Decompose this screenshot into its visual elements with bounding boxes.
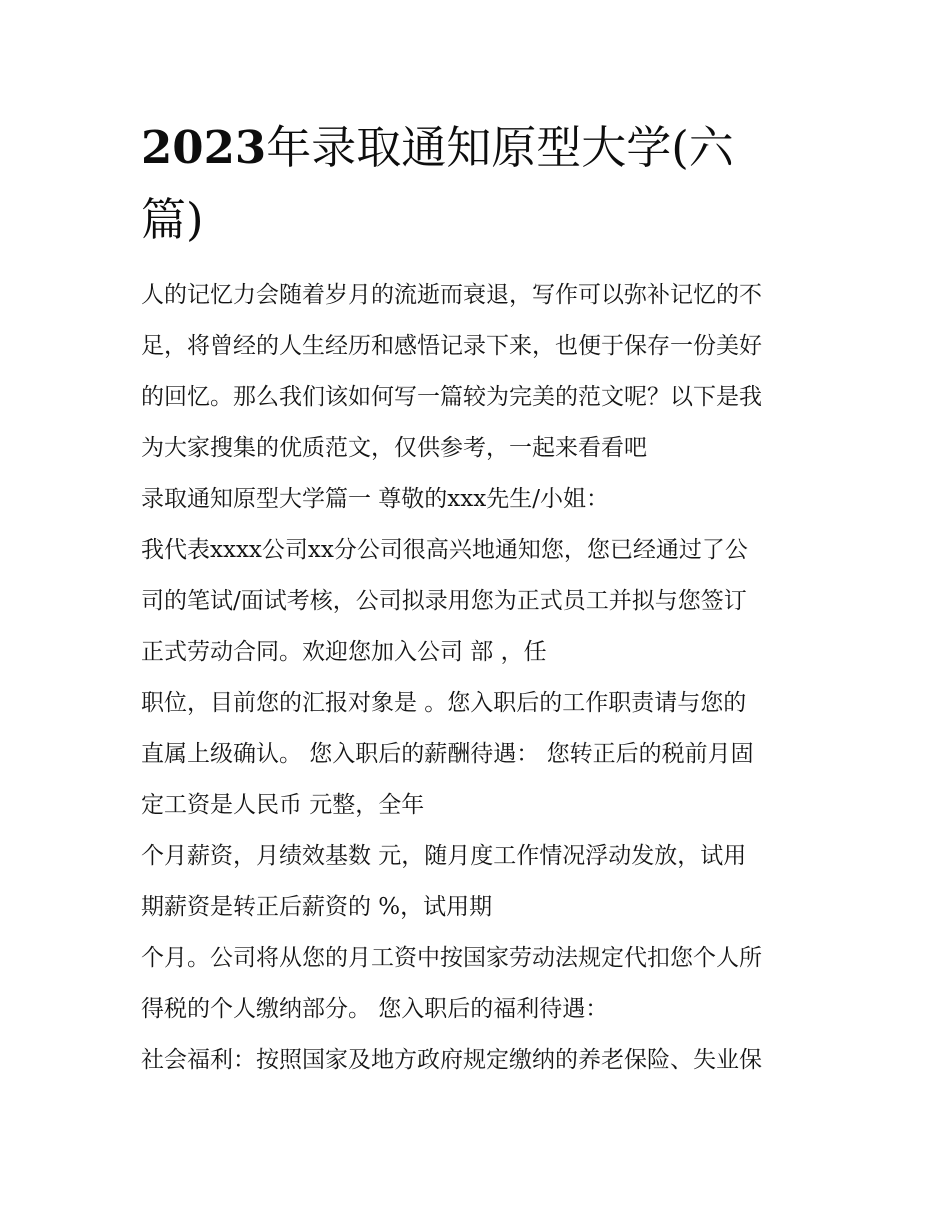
title-text-line1: 年录取通知原型大学(六 xyxy=(266,121,734,174)
document-title xyxy=(141,112,821,256)
body-line: 人的记忆力会随着岁月的流逝而衰退，写作可以弥补记忆的不 xyxy=(141,282,762,308)
body-line: 的回忆。那么我们该如何写一篇较为完美的范文呢？以下是我 xyxy=(141,384,762,410)
body-line: 正式劳动合同。欢迎您加入公司 部 ，任 xyxy=(141,639,547,665)
title-text-line2: 篇) xyxy=(141,193,204,246)
body-line: 足，将曾经的人生经历和感悟记录下来，也便于保存一份美好 xyxy=(141,333,762,359)
body-line: 个月薪资，月绩效基数 元，随月度工作情况浮动发放，试用 xyxy=(141,843,747,869)
body-line: 为大家搜集的优质范文，仅供参考，一起来看看吧 xyxy=(141,435,647,461)
title-year: 2023 xyxy=(141,121,267,174)
body-line: 个月。公司将从您的月工资中按国家劳动法规定代扣您个人所 xyxy=(141,945,762,971)
body-line: 司的笔试/面试考核，公司拟录用您为正式员工并拟与您签订 xyxy=(141,588,747,614)
body-line: 期薪资是转正后薪资的 %，试用期 xyxy=(141,894,493,920)
body-line: 我代表xxxx公司xx分公司很高兴地通知您，您已经通过了公 xyxy=(141,537,748,563)
body-line: 职位，目前您的汇报对象是 。您入职后的工作职责请与您的 xyxy=(141,690,747,716)
body-line: 录取通知原型大学篇一 尊敬的xxx先生/小姐： xyxy=(141,486,609,512)
body-line: 社会福利：按照国家及地方政府规定缴纳的养老保险、失业保 xyxy=(141,1047,762,1073)
document-body xyxy=(141,270,813,1086)
body-line: 定工资是人民币 元整，全年 xyxy=(141,792,425,818)
body-line: 得税的个人缴纳部分。 您入职后的福利待遇： xyxy=(141,996,609,1022)
body-text xyxy=(141,270,813,1086)
body-line: 直属上级确认。 您入职后的薪酬待遇： 您转正后的税前月固 xyxy=(141,741,754,767)
